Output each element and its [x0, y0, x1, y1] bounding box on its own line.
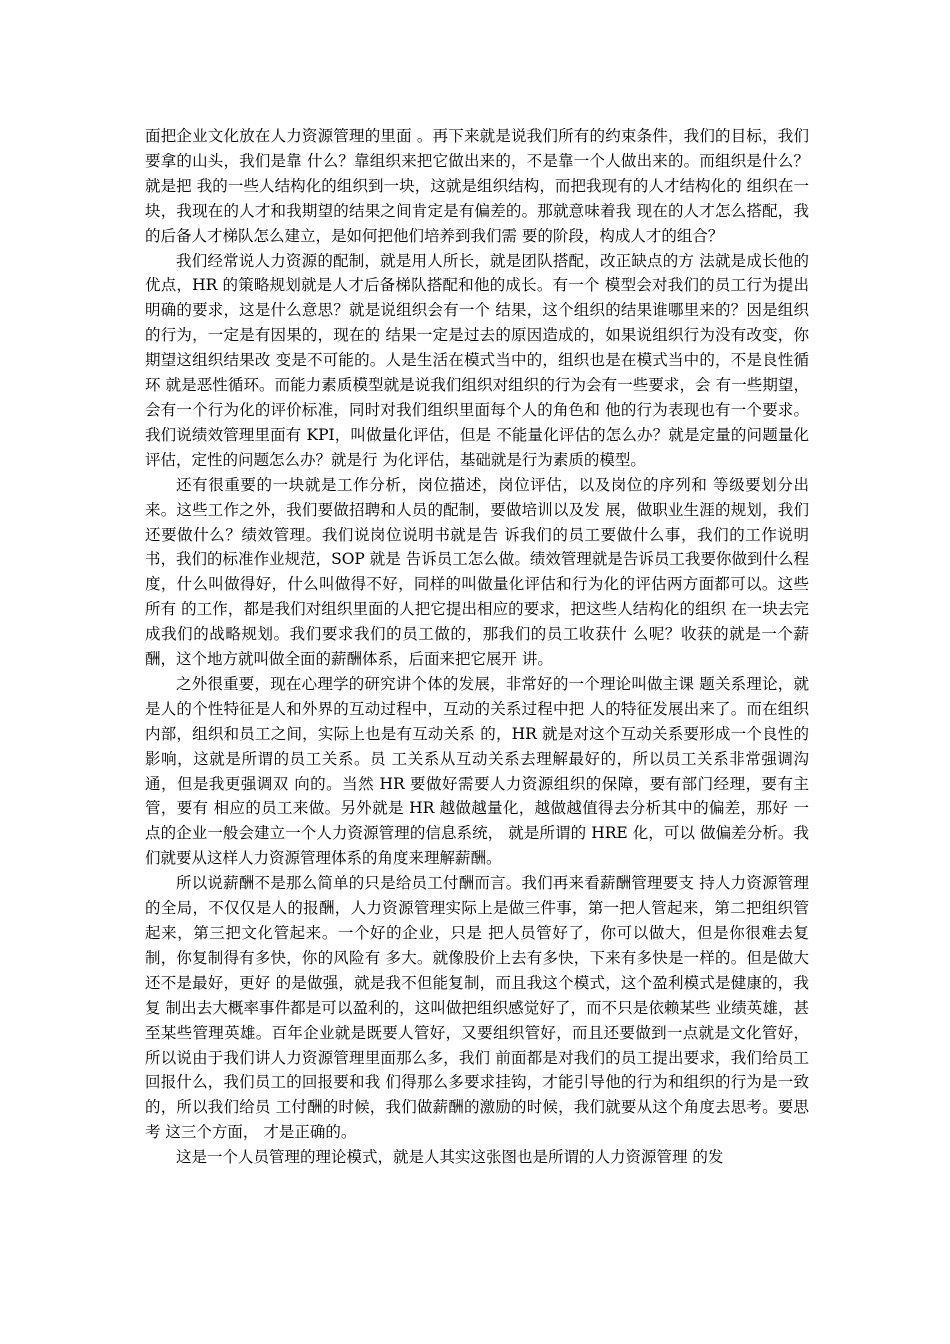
paragraph-3: 还有很重要的一块就是工作分析，岗位描述，岗位评估，以及岗位的序列和 等级要划分出来。这些工作之外，我们要做招聘和人员的配制，要做培训以及发 展，做职业生涯的规划，我们还要做什么？绩效管理。我们说岗位说明书就是告 诉我们的员工要做什么事，我们的工作说明书，我们的标准作业规范，SOP 就是 告诉员工怎么做。绩效管理就是告诉员工我要你做到什么程度，什么叫做得好，什么叫做得不好，同样的叫做量化评估和行为化的评估两方面都可以。这些所有 的工作，都是我们对组织里面的人把它提出相应的要求，把这些人结构化的组织 在一块去完成我们的战略规划。我们要求我们的员工做的，那我们的员工收获什 么呢？收获的就是一个薪酬，这个地方就叫做全面的薪酬体系，后面来把它展开 讲。 [145, 475, 809, 669]
paragraph-1: 面把企业文化放在人力资源管理的里面 。再下来就是说我们所有的约束条件，我们的目标，我们要拿的山头，我们是靠 什么？靠组织来把它做出来的，不是靠一个人做出来的。而组织是什么？就是把 我的一些人结构化的组织到一块，这就是组织结构，而把我现有的人才结构化的 组织在一块，我现在的人才和我期望的结果之间肯定是有偏差的。那就意味着我 现在的人才怎么搭配，我的后备人才梯队怎么建立，是如何把他们培养到我们需 要的阶段，构成人才的组合？ [145, 127, 809, 245]
paragraph-4: 之外很重要，现在心理学的研究讲个体的发展，非常好的一个理论叫做主课 题关系理论，就是人的个性特征是人和外界的互动过程中，互动的关系过程中把 人的特征发展出来了。而在组织内部，组织和员工之间，实际上也是有互动关系 的，HR 就是对这个互动关系要形成一个良性的影响，这就是所谓的员工关系。员 工关系从互动关系去理解最好的，所以员工关系非常强调沟通，但是我更强调双 向的。当然 HR 要做好需要人力资源组织的保障，要有部门经理，要有主管，要有 相应的员工来做。另外就是 HR 越做越量化，越做越值得去分析其中的偏差，那好 一点的企业一般会建立一个人力资源管理的信息系统， 就是所谓的 HRE 化，可以 做偏差分析。我们就要从这样人力资源管理体系的角度来理解薪酬。 [145, 674, 809, 868]
paragraph-6: 这是一个人员管理的理论模式，就是人其实这张图也是所谓的人力资源管理 的发 [176, 1148, 724, 1167]
paragraph-2: 我们经常说人力资源的配制，就是用人所长，就是团队搭配，改正缺点的方 法就是成长他的优点，HR 的策略规划就是人才后备梯队搭配和他的成长。有一个 模型会对我们的员工行为提出明确的要求，这是什么意思？就是说组织会有一个 结果，这个组织的结果谁哪里来的？因是组织的行为，一定是有因果的，现在的 结果一定是过去的原因造成的，如果说组织行为没有改变，你期望这组织结果改 变是不可能的。人是生活在模式当中的，组织也是在模式当中的，不是良性循环 就是恶性循环。而能力素质模型就是说我们组织对组织的行为会有一些要求，会 有一些期望，会有一个行为化的评价标准，同时对我们组织里面每个人的角色和 他的行为表现也有一个要求。我们说绩效管理里面有 KPI，叫做量化评估，但是 不能量化评估的怎么办？就是定量的问题量化评估，定性的问题怎么办？就是行 为化评估，基础就是行为素质的模型。 [145, 251, 809, 469]
document-body [145, 124, 809, 1170]
paragraph-5: 所以说薪酬不是那么简单的只是给员工付酬而言。我们再来看薪酬管理要支 持人力资源管理的全局，不仅仅是人的报酬，人力资源管理实际上是做三件事，第一把人管起来，第二把组织管起来，第三把文化管起来。一个好的企业，只是 把人员管好了，你可以做大，但是你很难去复制，你复制得有多快，你的风险有 多大。就像股价上去有多快，下来有多快是一样的。但是做大还不是最好，更好 的是做强，就是我不但能复制，而且我这个模式，这个盈利模式是健康的，我复 制出去大概率事件都是可以盈利的，这叫做把组织感觉好了，而不只是依赖某些 业绩英雄，甚至某些管理英雄。百年企业就是既要人管好，又要组织管好，而且还要做到一点就是文化管好，所以说由于我们讲人力资源管理里面那么多，我们 前面都是对我们的员工提出要求，我们给员工回报什么，我们员工的回报要和我 们得那么多要求挂钩，才能引导他的行为和组织的行为是一致的，所以我们给员 工付酬的时候，我们做薪酬的激励的时候，我们就要从这个角度去思考。要思考 这三个方面， 才是正确的。 [145, 874, 809, 1142]
